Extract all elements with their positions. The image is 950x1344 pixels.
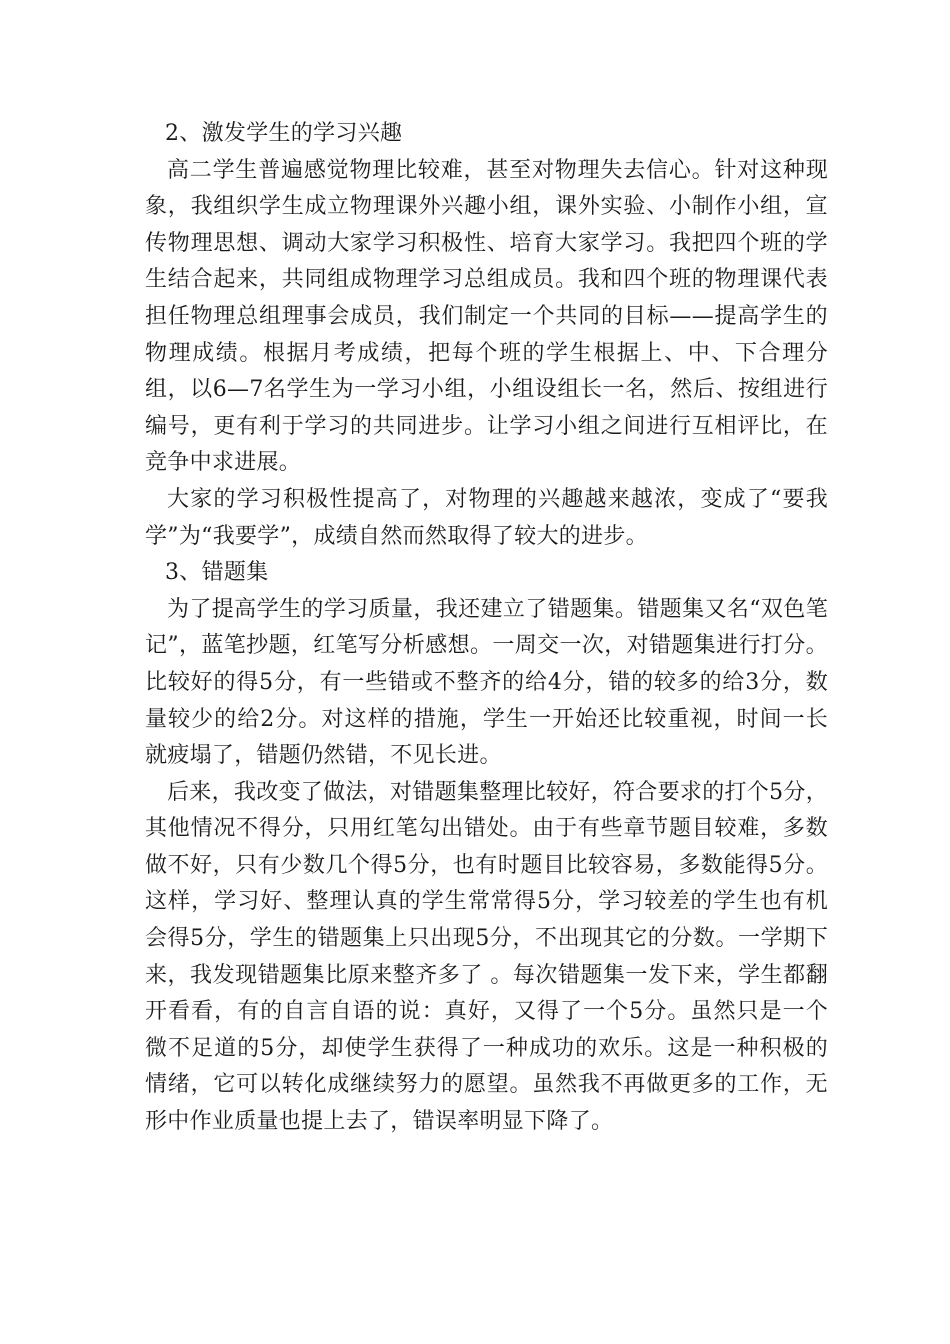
paragraph-interest-result: 大家的学习积极性提高了，对物理的兴趣越来越浓，变成了“要我学”为“我要学”，成绩自然而然取得了较大的进步。 (145, 486, 828, 549)
section-heading-3: 3、错题集 (165, 560, 269, 586)
section-heading-2: 2、激发学生的学习兴趣 (165, 121, 403, 146)
paragraph-new-grading: 后来，我改变了做法，对错题集整理比较好，符合要求的打个5分，其他情况不得分，只用红笔勾出错处。由于有些章节题目较难，多数做不好，只有少数几个得5分，也有时题目比较容易，多数能得5分。这样，学习好、整理认真的学生常常得5分，学习较差的学生也有机会得5分，学生的错题集上只出现5分，不出现其它的分数。一学期下来，我发现错题集比原来整齐多了 。每次错题集一发下来，学生都翻开看看，有的自言自语的说：真好，又得了一个5分。虽然只是一个微不足道的5分，却使学生获得了一种成功的欢乐。这是一种积极的情绪，它可以转化成继续努力的愿望。虽然我不再做更多的工作，无形中作业质量也提上去了，错误率明显下降了。 (145, 779, 828, 1135)
paragraph-error-notebook: 为了提高学生的学习质量，我还建立了错题集。错题集又名“双色笔记”，蓝笔抄题，红笔写分析感想。一周交一次，对错题集进行打分。比较好的得5分，有一些错或不整齐的给4分，错的较多的给3分，数量较少的给2分。对这样的措施，学生一开始还比较重视，时间一长就疲塌了，错题仍然错，不见长进。 (145, 596, 828, 769)
document-page (145, 116, 828, 1141)
paragraph-interest-groups: 高二学生普遍感觉物理比较难，甚至对物理失去信心。针对这种现象，我组织学生成立物理课外兴趣小组，课外实验、小制作小组，宣传物理思想、调动大家学习积极性、培育大家学习。我把四个班的学生结合起来，共同组成物理学习总组成员。我和四个班的物理课代表担任物理总组理事会成员，我们制定一个共同的目标——提高学生的物理成绩。根据月考成绩，把每个班的学生根据上、中、下合理分组，以6—7名学生为一学习小组，小组设组长一名，然后、按组进行编号，更有利于学习的共同进步。让学习小组之间进行互相评比，在竞争中求进展。 (145, 157, 828, 476)
